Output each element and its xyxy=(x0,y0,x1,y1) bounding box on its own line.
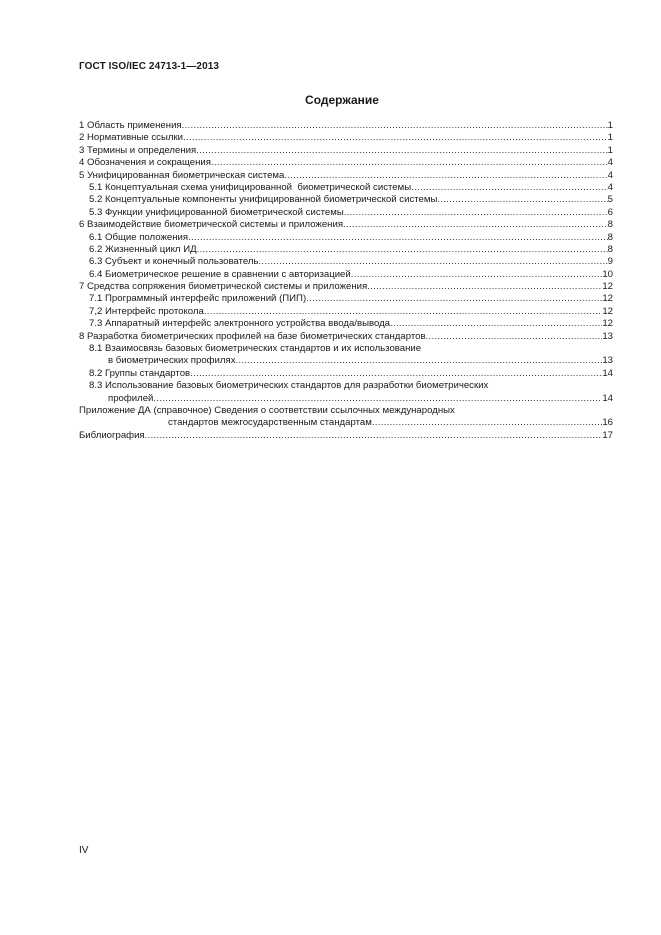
toc-entry-page: 14 xyxy=(602,367,613,379)
toc-entry[interactable] xyxy=(79,219,613,231)
toc-entry-text: 6.3 Субъект и конечный пользователь xyxy=(89,256,259,268)
toc-entry-text: профилей xyxy=(108,392,154,404)
toc-entry[interactable] xyxy=(79,417,613,429)
toc-leader xyxy=(367,281,602,293)
toc-entry[interactable] xyxy=(79,293,613,305)
toc-entry[interactable] xyxy=(79,368,613,380)
toc-entry[interactable] xyxy=(79,157,613,169)
toc-entry[interactable] xyxy=(79,281,613,293)
toc-entry-text: 8 Разработка биометрических профилей на базе биометрических стандартов xyxy=(79,330,426,342)
toc-entry-text: 7.1 Программный интерфейс приложений (ПИП) xyxy=(89,293,307,305)
toc-entry-page: 12 xyxy=(602,305,613,317)
toc-entry[interactable] xyxy=(79,244,613,256)
toc-entry-text: 6.1 Общие положения xyxy=(89,231,189,243)
toc-entry[interactable] xyxy=(79,194,613,206)
toc-entry-text: 6.4 Биометрическое решение в сравнении с авторизацией xyxy=(89,268,351,280)
toc-leader xyxy=(183,132,608,144)
toc-leader xyxy=(236,355,603,367)
toc-leader xyxy=(343,219,608,231)
toc-entry-text: 5.2 Концептуальные компоненты унифицированной биометрической системы xyxy=(89,194,438,206)
toc-leader xyxy=(211,157,608,169)
toc-entry-text: 3 Термины и определения xyxy=(79,144,197,156)
page-title: Содержание xyxy=(305,93,379,107)
toc-entry-text: стандартов межгосударственным стандартам xyxy=(168,417,372,429)
toc-entry-text: в биометрических профилях xyxy=(108,355,236,367)
toc-leader xyxy=(153,393,602,405)
toc-leader xyxy=(426,331,603,343)
toc-leader xyxy=(197,244,608,256)
toc-entry[interactable] xyxy=(79,182,613,194)
toc-entry-text: 1 Область применения xyxy=(79,120,182,131)
toc-entry[interactable] xyxy=(79,318,613,330)
toc-entry[interactable] xyxy=(79,207,613,219)
toc-leader xyxy=(411,182,608,194)
toc-entry-page: 16 xyxy=(602,417,613,429)
toc-entry-text: 4 Обозначения и сокращения xyxy=(79,157,211,169)
toc-leader xyxy=(190,368,602,380)
toc-entry-text: 2 Нормативные ссылки xyxy=(79,132,184,144)
toc-leader xyxy=(196,145,607,157)
toc-entry-first-line[interactable]: 8.1 Взаимосвязь базовых биометрических стандартов и их использование xyxy=(89,343,422,355)
toc-entry[interactable] xyxy=(79,145,613,157)
toc-entry-page: 5 xyxy=(607,194,613,206)
toc-entry-page: 8 xyxy=(607,231,613,243)
toc-entry[interactable] xyxy=(79,306,613,318)
toc-entry-text: 6 Взаимодействие биометрической системы и приложения xyxy=(79,219,344,231)
toc-leader xyxy=(437,194,607,206)
toc-entry-page: 13 xyxy=(602,355,613,367)
toc-entry-first-line[interactable]: 8.3 Использование базовых биометрических стандартов для разработки биометрических xyxy=(89,380,489,392)
toc-entry-page: 10 xyxy=(602,268,613,280)
toc-entry-page: 12 xyxy=(602,293,613,305)
toc-entry-page: 9 xyxy=(607,256,613,268)
toc-leader xyxy=(284,170,607,182)
toc-entry-text: 6.2 Жизненный цикл ИД xyxy=(89,243,197,255)
toc-leader xyxy=(390,318,602,330)
toc-entry[interactable] xyxy=(79,331,613,343)
toc-entry[interactable] xyxy=(79,256,613,268)
toc-entry-text: 5 Унифицированная биометрическая система xyxy=(79,169,285,181)
table-of-contents xyxy=(79,120,613,442)
toc-entry-page: 17 xyxy=(602,429,613,441)
toc-entry-text: 8.2 Группы стандартов xyxy=(89,367,191,379)
toc-entry[interactable] xyxy=(79,170,613,182)
toc-leader xyxy=(145,430,603,442)
toc-entry[interactable] xyxy=(79,430,613,442)
toc-entry[interactable] xyxy=(79,269,613,281)
toc-entry[interactable] xyxy=(79,120,613,132)
toc-entry-page: 8 xyxy=(607,243,613,255)
toc-leader xyxy=(372,417,602,429)
document-header: ГОСТ ISO/IEC 24713-1—2013 xyxy=(79,61,220,72)
toc-entry-page: 4 xyxy=(607,157,613,169)
toc-leader xyxy=(344,207,608,219)
toc-entry[interactable] xyxy=(79,393,613,405)
toc-leader xyxy=(204,306,602,318)
toc-entry-text: 7 Средства сопряжения биометрической системы и приложения xyxy=(79,281,368,293)
toc-entry-page: 4 xyxy=(607,181,613,193)
toc-entry-page: 12 xyxy=(602,281,613,293)
toc-leader xyxy=(351,269,603,281)
toc-leader xyxy=(306,293,602,305)
toc-leader xyxy=(182,120,608,132)
toc-leader xyxy=(258,256,607,268)
toc-entry-page: 13 xyxy=(602,330,613,342)
toc-entry-page: 14 xyxy=(602,392,613,404)
toc-entry-text: 5.1 Концептуальная схема унифицированной биометрической системы xyxy=(89,181,412,193)
toc-entry[interactable] xyxy=(79,355,613,367)
toc-entry-page: 1 xyxy=(607,132,613,144)
toc-entry-page: 1 xyxy=(607,120,613,131)
toc-entry-page: 4 xyxy=(607,169,613,181)
toc-entry-page: 12 xyxy=(602,318,613,330)
toc-entry-text: 5.3 Функции унифицированной биометрической системы xyxy=(89,206,344,218)
page-number: IV xyxy=(79,845,89,856)
toc-entry-first-line[interactable]: Приложение ДА (справочное) Сведения о соответствии ссылочных международных xyxy=(79,404,455,416)
toc-entry-page: 8 xyxy=(607,219,613,231)
toc-entry-page: 1 xyxy=(607,144,613,156)
toc-entry-text: 7,2 Интерфейс протокола xyxy=(89,305,204,317)
toc-leader xyxy=(188,232,608,244)
toc-entry[interactable] xyxy=(79,132,613,144)
toc-entry-page: 6 xyxy=(607,206,613,218)
toc-entry-text: 7.3 Аппаратный интерфейс электронного устройства ввода/вывода xyxy=(89,318,391,330)
toc-entry-text: Библиография xyxy=(79,429,145,441)
toc-entry[interactable] xyxy=(79,232,613,244)
